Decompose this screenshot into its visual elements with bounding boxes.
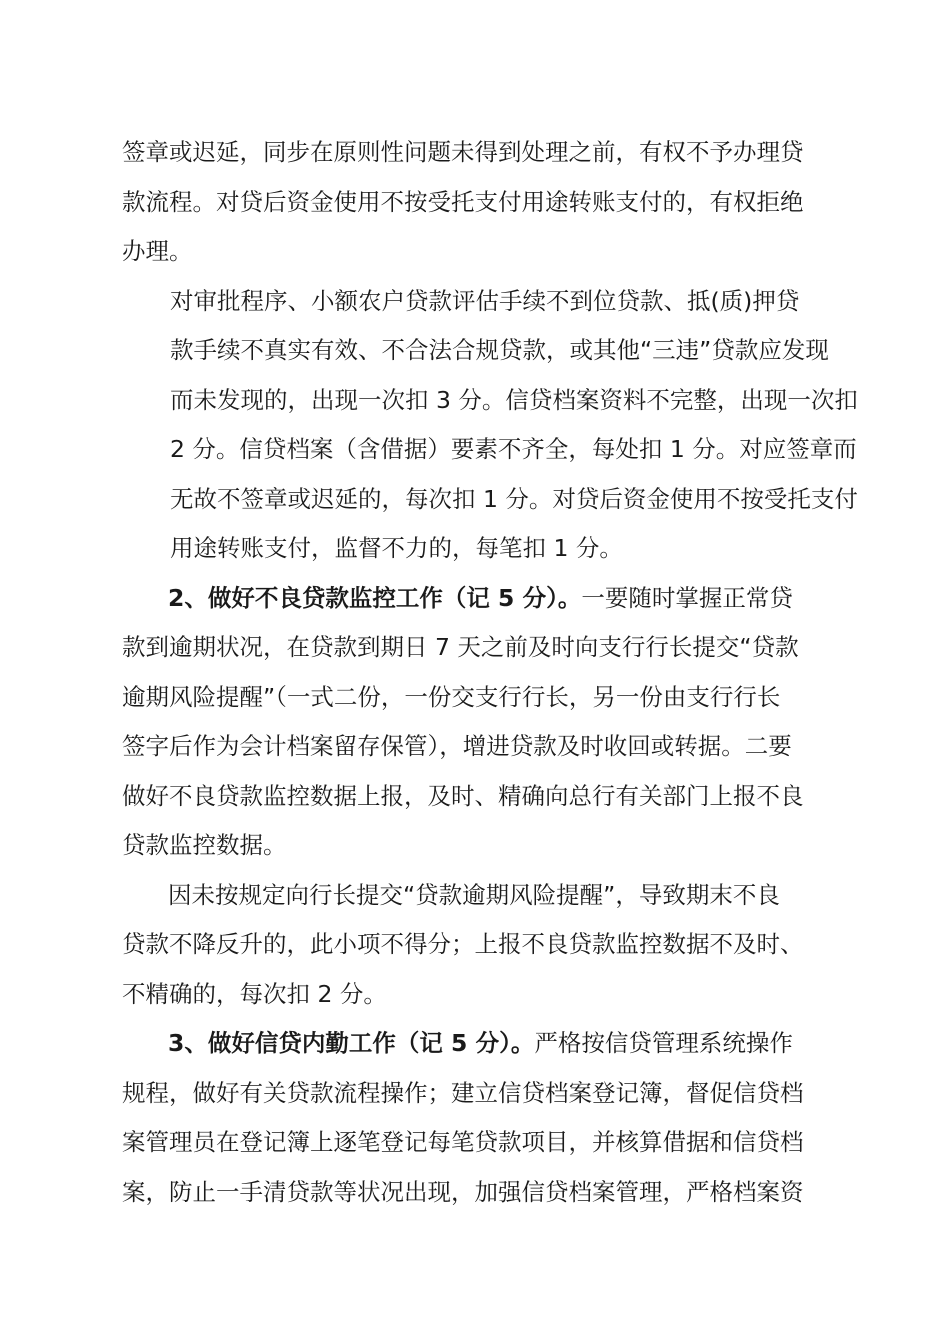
paragraph-2 bbox=[74, 277, 858, 574]
paragraph-4 bbox=[122, 871, 834, 1020]
text-line: 案，防止一手清贷款等状况出现，加强信贷档案管理，严格档案资 bbox=[122, 1177, 804, 1206]
text-line: 贷款监控数据。 bbox=[122, 831, 287, 859]
text-line: 签字后作为会计档案留存保管），增进贷款及时收回或转据。二要 bbox=[122, 732, 792, 760]
text-line: 用途转账支付，监督不力的，每笔扣 1 分。 bbox=[170, 534, 623, 562]
text-line: 而未发现的，出现一次扣 3 分。信贷档案资料不完整，出现一次扣 bbox=[170, 385, 858, 414]
text-line: 款到逾期状况，在贷款到期日 7 天之前及时向支行行长提交“贷款 bbox=[122, 633, 799, 661]
text-line bbox=[122, 574, 834, 624]
paragraph-5 bbox=[122, 1019, 834, 1217]
text-line: 逾期风险提醒”（一式二份，一份交支行行长，另一份由支行行长 bbox=[122, 682, 781, 711]
heading-continuation: 严格按信贷管理系统操作 bbox=[534, 1029, 793, 1057]
document-body bbox=[122, 128, 858, 1217]
text-line: 不精确的，每次扣 2 分。 bbox=[122, 979, 387, 1008]
section-heading: 3、做好信贷内勤工作（记 5 分）。 bbox=[168, 1029, 535, 1057]
text-line: 案管理员在登记簿上逐笔登记每笔贷款项目，并核算借据和信贷档 bbox=[122, 1128, 804, 1156]
paragraph-1 bbox=[122, 128, 834, 277]
paragraph-3 bbox=[122, 574, 834, 871]
section-heading: 2、做好不良贷款监控工作（记 5 分）。 bbox=[168, 583, 582, 612]
heading-continuation: 一要随时掌握正常贷 bbox=[581, 583, 793, 612]
text-line: 对审批程序、小额农户贷款评估手续不到位贷款、抵(质)押贷 bbox=[170, 286, 800, 315]
text-line bbox=[122, 1019, 834, 1069]
text-line: 因未按规定向行长提交“贷款逾期风险提醒”，导致期末不良 bbox=[168, 880, 780, 909]
text-line: 贷款不降反升的，此小项不得分；上报不良贷款监控数据不及时、 bbox=[122, 930, 804, 958]
text-line: 2 分。信贷档案（含借据）要素不齐全，每处扣 1 分。对应签章而 bbox=[170, 435, 857, 463]
text-line: 办理。 bbox=[122, 237, 193, 265]
text-line: 签章或迟延，同步在原则性问题未得到处理之前，有权不予办理贷 bbox=[122, 138, 804, 166]
text-line: 款流程。对贷后资金使用不按受托支付用途转账支付的，有权拒绝 bbox=[122, 187, 804, 216]
text-line: 款手续不真实有效、不合法合规贷款，或其他“三违”贷款应发现 bbox=[170, 336, 829, 364]
text-line: 无故不签章或迟延的，每次扣 1 分。对贷后资金使用不按受托支付 bbox=[170, 484, 858, 513]
text-line: 做好不良贷款监控数据上报，及时、精确向总行有关部门上报不良 bbox=[122, 781, 804, 810]
text-line: 规程，做好有关贷款流程操作；建立信贷档案登记簿，督促信贷档 bbox=[122, 1078, 804, 1107]
